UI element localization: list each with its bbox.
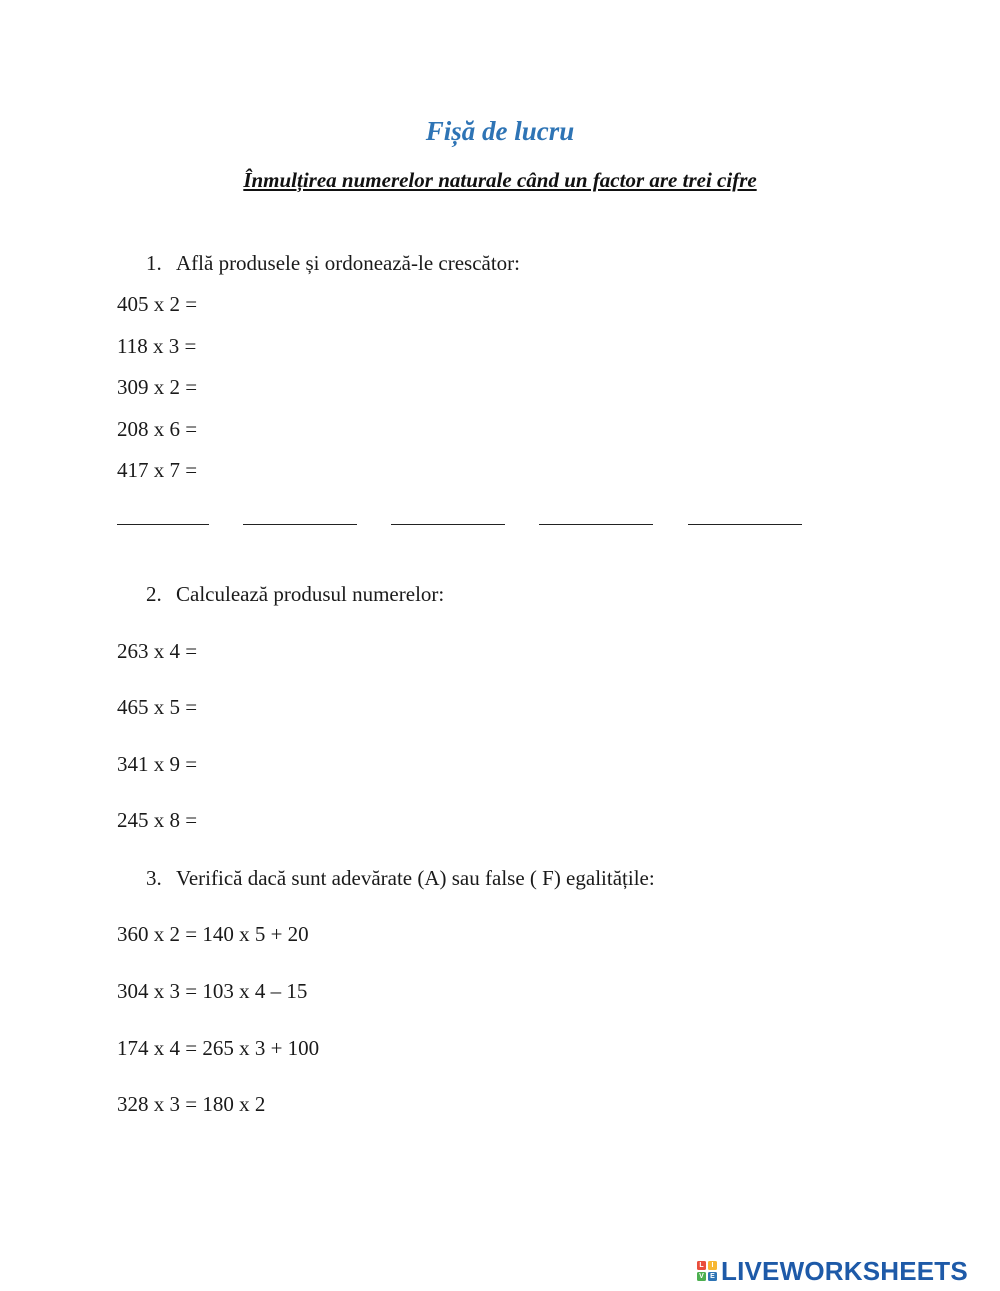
exercise-3-prompt	[146, 866, 655, 891]
exercise-1-line: 309 x 2 =	[117, 375, 198, 399]
exercise-2-line: 245 x 8 =	[117, 808, 198, 832]
exercise-3-line: 360 x 2 = 140 x 5 + 20	[117, 922, 309, 946]
logo-text: LIVEWORKSHEETS	[721, 1255, 968, 1286]
exercise-1-prompt	[146, 251, 520, 276]
worksheet-title: Fișă de lucru	[425, 116, 575, 146]
exercise-1-line: 405 x 2 =	[117, 292, 198, 316]
exercise-prompt-text: Calculează produsul numerelor:	[176, 582, 445, 606]
answer-blank[interactable]	[391, 524, 505, 525]
logo-mark-tile: V	[697, 1272, 706, 1281]
exercise-2-prompt	[146, 582, 444, 607]
answer-blank[interactable]	[539, 524, 653, 525]
exercise-1-line: 118 x 3 =	[117, 334, 197, 358]
exercise-number: 1.	[146, 251, 162, 275]
logo-mark-tile: E	[708, 1272, 717, 1281]
logo-mark-icon	[697, 1261, 717, 1281]
exercise-3-line: 174 x 4 = 265 x 3 + 100	[117, 1036, 320, 1060]
exercise-2-line: 465 x 5 =	[117, 695, 198, 719]
exercise-1-line: 208 x 6 =	[117, 417, 198, 441]
worksheet-subtitle: Înmulțirea numerelor naturale când un factor are trei cifre	[243, 168, 757, 192]
answer-blank[interactable]	[688, 524, 802, 525]
logo-mark-tile: L	[697, 1261, 706, 1270]
exercise-3-line: 328 x 3 = 180 x 2	[117, 1092, 266, 1116]
exercise-prompt-text: Află produsele și ordonează-le crescător:	[176, 251, 520, 275]
exercise-2-line: 263 x 4 =	[117, 639, 198, 663]
exercise-3-line: 304 x 3 = 103 x 4 – 15	[117, 979, 308, 1003]
liveworksheets-logo	[697, 1256, 968, 1286]
answer-blank[interactable]	[243, 524, 357, 525]
logo-mark-tile: I	[708, 1261, 717, 1270]
exercise-1-line: 417 x 7 =	[117, 458, 198, 482]
exercise-2-line: 341 x 9 =	[117, 752, 198, 776]
exercise-prompt-text: Verifică dacă sunt adevărate (A) sau false ( F) egalitățile:	[176, 866, 655, 890]
ordering-answer-blanks	[117, 516, 817, 526]
exercise-number: 2.	[146, 582, 162, 606]
answer-blank[interactable]	[117, 524, 209, 525]
exercise-number: 3.	[146, 866, 162, 890]
